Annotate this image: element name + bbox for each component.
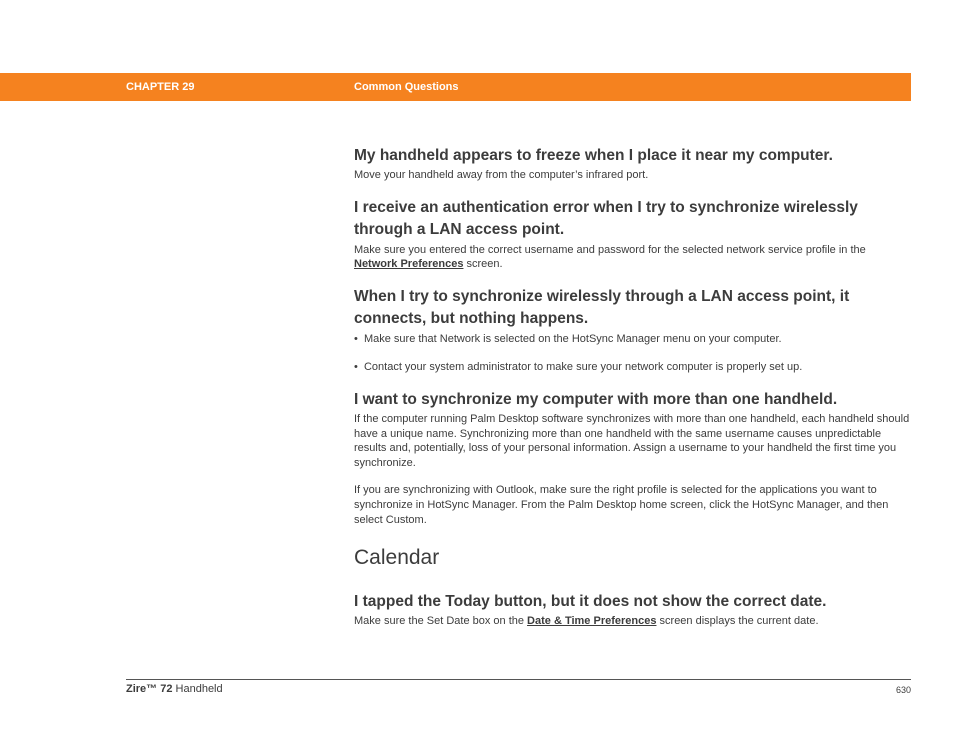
- answer-text: [354, 243, 910, 272]
- footer-product-name: [126, 683, 223, 695]
- page-number: 630: [895, 685, 911, 695]
- answer-text-part: screen displays the current date.: [656, 615, 819, 628]
- answer-text: Move your handheld away from the computer’s infrared port.: [354, 169, 649, 181]
- date-time-preferences-link[interactable]: Date & Time Preferences: [527, 615, 657, 628]
- bullet-text: Make sure that Network is selected on the HotSync Manager menu on your computer.: [363, 332, 782, 345]
- question-heading: When I try to synchronize wirelessly through a LAN access point, it connects, but nothing happens.: [354, 287, 850, 327]
- answer-text-part: screen.: [463, 258, 503, 271]
- product-model: Zire™ 72: [126, 683, 173, 695]
- answer-text-part: Make sure the Set Date box on the: [354, 615, 528, 628]
- chapter-title: Common Questions: [354, 81, 459, 93]
- question-freeze: [354, 145, 910, 183]
- question-heading: I receive an authentication error when I try to synchronize wirelessly through a LAN access point.: [354, 198, 858, 238]
- chapter-number: CHAPTER 29: [126, 81, 195, 93]
- question-auth-error: [354, 197, 910, 272]
- bullet-item: • Make sure that Network is selected on the HotSync Manager menu on your computer.: [354, 332, 782, 345]
- question-lan-nothing-happens: [354, 286, 910, 375]
- question-heading: I tapped the Today button, but it does not show the correct date.: [354, 593, 827, 611]
- answer-text: [354, 614, 910, 629]
- footer-divider: [126, 679, 911, 680]
- question-today-button: [354, 591, 910, 629]
- section-title-calendar: Calendar: [354, 546, 440, 570]
- answer-paragraph: If the computer running Palm Desktop software synchronizes with more than one handheld, each handheld should have a unique name. Synchronizing more than one handheld with the same username causes unpredictable results and, potentially, loss of your personal information. Assign a username to your handheld the first time you synchronize.: [354, 412, 910, 469]
- question-multiple-handhelds: [354, 389, 910, 527]
- network-preferences-link[interactable]: Network Preferences: [354, 258, 464, 271]
- bullet-text: Contact your system administrator to make sure your network computer is properly set up.: [363, 361, 803, 374]
- product-type: Handheld: [172, 683, 223, 695]
- bullet-item: • Contact your system administrator to make sure your network computer is properly set up.: [354, 361, 803, 374]
- question-heading: I want to synchronize my computer with more than one handheld.: [354, 390, 838, 408]
- main-content: [354, 145, 910, 629]
- question-heading: My handheld appears to freeze when I place it near my computer.: [354, 147, 833, 164]
- answer-text-part: Make sure you entered the correct username and password for the selected network service profile in the: [354, 243, 866, 256]
- answer-paragraph: If you are synchronizing with Outlook, make sure the right profile is selected for the applications you want to synchronize in HotSync Manager. From the Palm Desktop home screen, click the HotSync Manager, and then select Custom.: [354, 484, 889, 526]
